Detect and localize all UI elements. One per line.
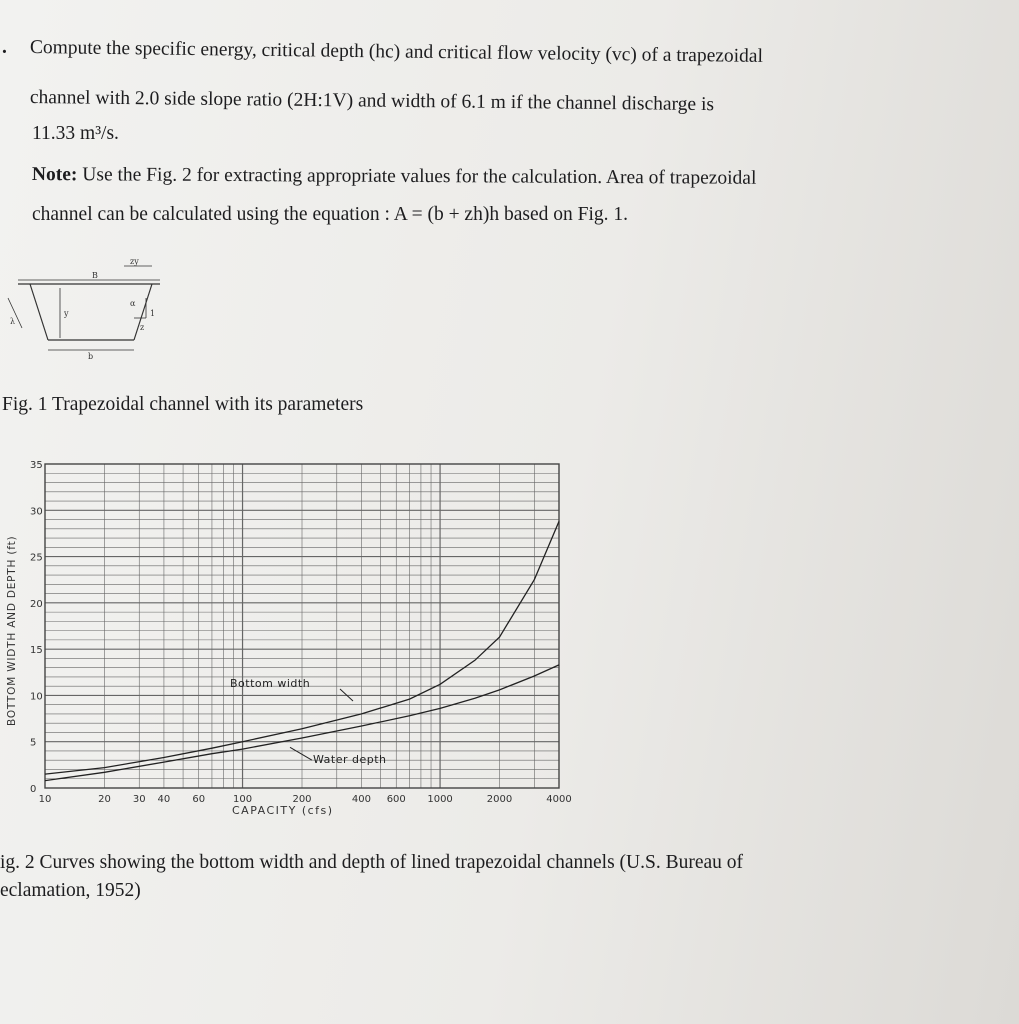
- label-B: B: [92, 271, 98, 280]
- water-depth-annotation: Water depth: [313, 753, 387, 767]
- question-line-1: Compute the specific energy, critical depth (hc) and critical flow velocity (vc) of a trapezoidal: [29, 37, 764, 67]
- x-tick-label: 30: [132, 794, 146, 805]
- note-text: Use the Fig. 2 for extracting appropriate values for the calculation. Area of trapezoidal: [77, 164, 757, 189]
- y-tick-label: 20: [30, 598, 43, 610]
- fig1-caption: Fig. 1 Trapezoidal channel with its parameters: [2, 394, 364, 415]
- fig2-chart: [0, 450, 600, 830]
- y-tick-label: 0: [30, 784, 37, 795]
- y-tick-label: 35: [30, 460, 43, 471]
- x-tick-label: 2000: [486, 794, 513, 805]
- label-zy: zy: [130, 258, 139, 266]
- label-one: 1: [150, 309, 156, 318]
- x-tick-label: 400: [351, 794, 372, 805]
- fig2-caption-line-2: eclamation, 1952): [0, 880, 141, 901]
- note-line-1: [32, 165, 757, 188]
- label-z: z: [140, 323, 145, 332]
- x-tick-label: 10: [38, 794, 52, 805]
- label-b: b: [88, 352, 94, 361]
- y-axis-label: BOTTOM WIDTH AND DEPTH (ft): [6, 535, 18, 726]
- x-tick-label: 20: [98, 794, 111, 805]
- left-bank-line: [30, 284, 48, 340]
- y-tick-label: 10: [30, 691, 43, 703]
- water-depth-leader: [290, 747, 312, 760]
- note-label: Note:: [31, 164, 78, 186]
- question-line-3: 11.33 m³/s.: [32, 123, 119, 144]
- x-tick-label: 200: [292, 794, 312, 805]
- x-tick-label: 1000: [427, 794, 453, 805]
- bottom-width-annotation: Bottom width: [230, 677, 311, 691]
- y-tick-label: 15: [30, 645, 43, 657]
- chart-grid: [45, 464, 559, 788]
- question-line-2: channel with 2.0 side slope ratio (2H:1V) and width of 6.1 m if the channel discharge is: [29, 87, 715, 116]
- note-line-2: channel can be calculated using the equation : A = (b + zh)h based on Fig. 1.: [32, 204, 628, 225]
- y-tick-label: 25: [30, 552, 43, 564]
- x-tick-label: 4000: [546, 794, 572, 805]
- x-tick-label: 100: [232, 794, 253, 805]
- label-alpha: α: [130, 299, 136, 308]
- x-tick-label: 40: [157, 794, 171, 805]
- trapezoid-diagram: [0, 258, 200, 368]
- label-y: y: [64, 309, 69, 318]
- x-axis-label: CAPACITY (cfs): [232, 804, 334, 817]
- x-tick-label: 60: [192, 794, 206, 805]
- fig2-caption-line-1: ig. 2 Curves showing the bottom width and depth of lined trapezoidal channels (U.S. Bureau of: [0, 852, 744, 873]
- label-lambda: λ: [10, 317, 16, 326]
- y-tick-label: 5: [30, 737, 37, 749]
- question-number: .: [2, 37, 7, 58]
- x-tick-label: 600: [386, 794, 406, 805]
- y-tick-label: 30: [30, 506, 43, 518]
